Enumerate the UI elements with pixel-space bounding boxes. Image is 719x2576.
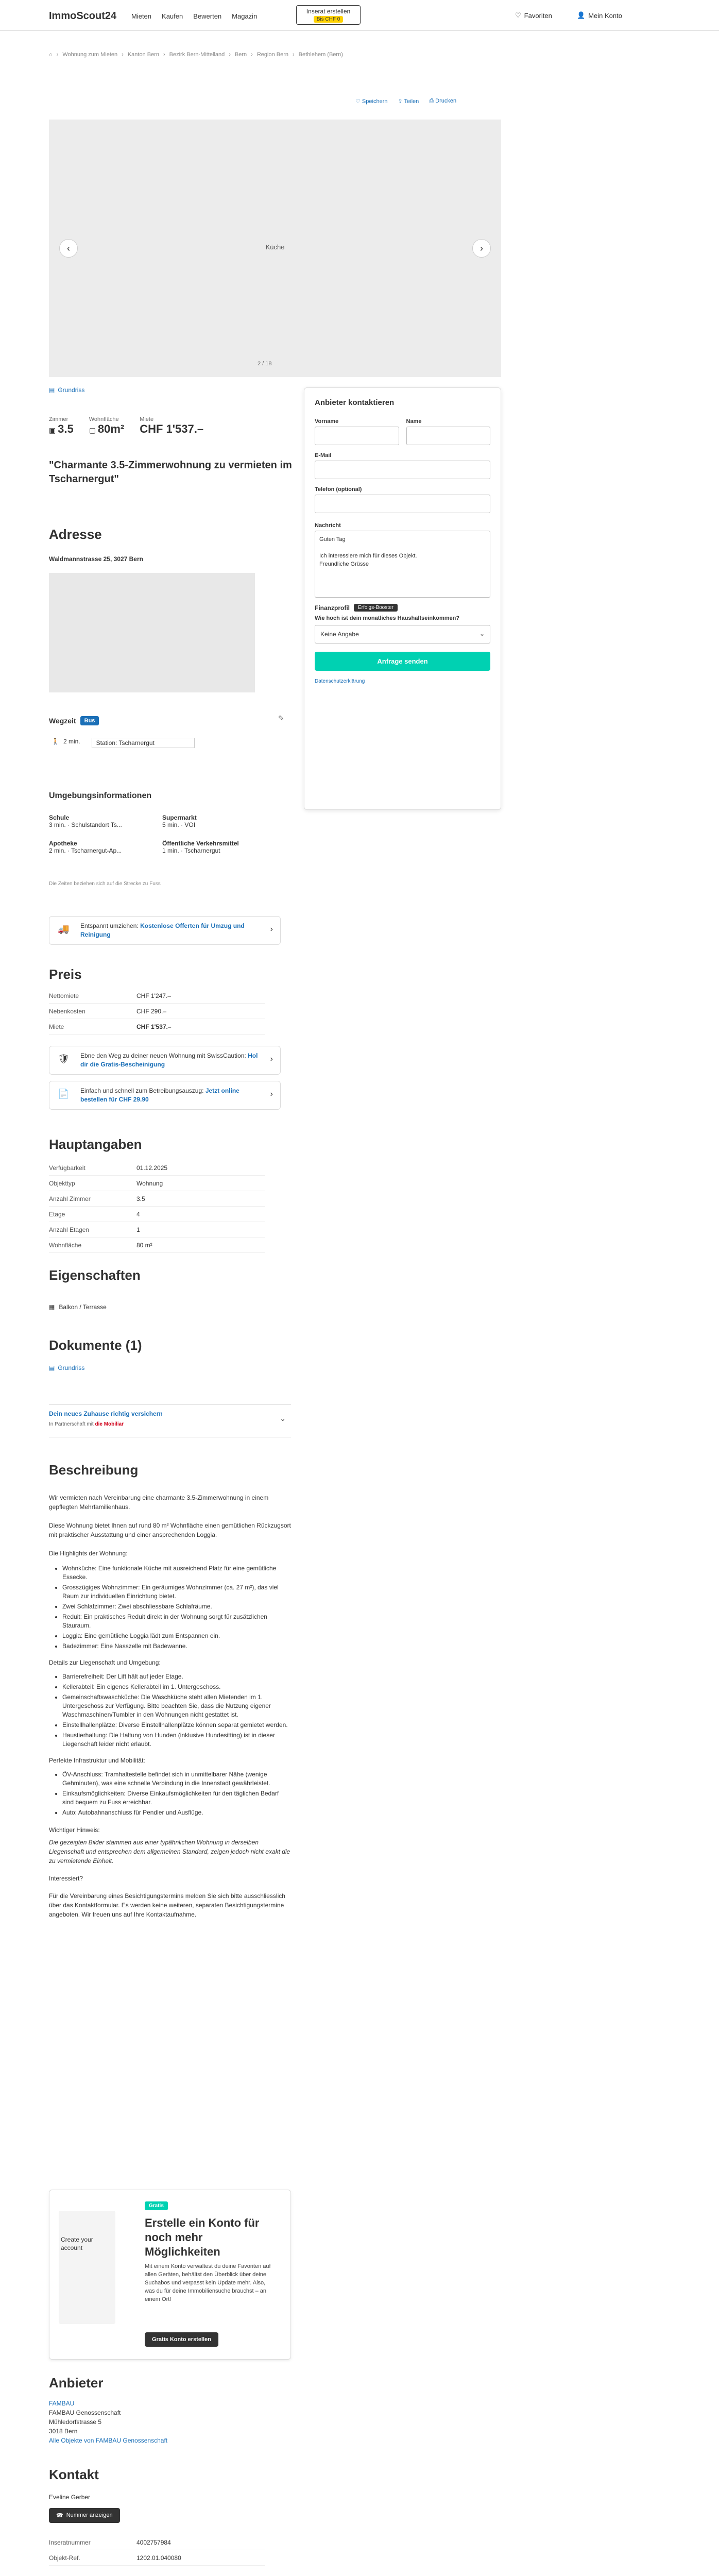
insurance-partner-row bbox=[49, 1421, 291, 1427]
account-promo-image bbox=[59, 2211, 115, 2324]
table-row bbox=[49, 2535, 265, 2550]
share-label: Teilen bbox=[404, 98, 419, 105]
surrounding-detail: 3 min. · Schulstandort Ts... bbox=[49, 821, 122, 828]
table-row bbox=[49, 1207, 265, 1222]
advertiser-link[interactable]: FAMBAU bbox=[49, 2400, 75, 2407]
insurance-promo[interactable] bbox=[49, 1404, 291, 1437]
surrounding-detail: 5 min. · VOI bbox=[162, 821, 196, 828]
surrounding-time: 5 min. bbox=[162, 821, 179, 828]
area-fact bbox=[89, 416, 124, 436]
list-item: • Badezimmer: Eine Nasszelle mit Badewanne. bbox=[62, 1642, 291, 1651]
surrounding-label: Öffentliche Verkehrsmittel bbox=[162, 840, 239, 847]
list-item: • Zwei Schlafzimmer: Zwei abschliessbare Schlafräume. bbox=[62, 1602, 291, 1611]
booster-badge: Erfolgs-Booster bbox=[354, 604, 398, 612]
message-label: Nachricht bbox=[315, 522, 341, 529]
message-field[interactable]: Guten Tag Ich interessiere mich für dieses Objekt. Freundliche Grüsse bbox=[315, 531, 490, 598]
table-row bbox=[49, 2550, 265, 2566]
account-promo bbox=[49, 2190, 291, 2360]
finance-label: Finanzprofil bbox=[315, 604, 350, 612]
account-label: Mein Konto bbox=[588, 11, 622, 20]
last-name-group bbox=[406, 418, 491, 445]
gallery-next-button[interactable] bbox=[472, 239, 491, 258]
list-item: • ÖV-Anschluss: Tramhaltestelle befindet sich in unmittelbarer Nähe (wenige Gehminuten), was eine schnelle Verbindung in die Innenstadt gewährleistet. bbox=[62, 1770, 291, 1788]
rooms-label: Zimmer bbox=[49, 416, 69, 422]
details-heading: Details zur Liegenschaft und Umgebung: bbox=[49, 1659, 161, 1666]
details-list bbox=[49, 1672, 291, 1749]
credit-promo-link[interactable]: Jetzt online bestellen für CHF 29.90 bbox=[80, 1087, 239, 1103]
row-value: 3.5 bbox=[136, 1195, 145, 1202]
moving-promo[interactable] bbox=[49, 916, 281, 945]
gallery-counter: 2 / 18 bbox=[258, 361, 272, 367]
create-listing-button[interactable] bbox=[296, 5, 361, 25]
free-badge: Gratis bbox=[145, 2201, 168, 2210]
balcony-icon: ▦ bbox=[49, 1303, 55, 1311]
description-body bbox=[49, 1493, 291, 1919]
area-value: 80m² bbox=[97, 422, 125, 435]
home-icon[interactable]: ⌂ bbox=[49, 52, 53, 58]
first-name-field[interactable] bbox=[315, 427, 399, 445]
email-field[interactable] bbox=[315, 461, 490, 479]
deposit-promo-link[interactable]: Hol dir die Gratis-Bescheinigung bbox=[80, 1052, 258, 1068]
email-label: E-Mail bbox=[315, 452, 332, 459]
area-icon: ▢ bbox=[89, 426, 98, 434]
document-icon: ▤ bbox=[49, 1364, 55, 1371]
last-name-label: Name bbox=[406, 418, 422, 425]
credit-promo[interactable] bbox=[49, 1081, 281, 1110]
save-label: Speichern bbox=[362, 98, 388, 105]
table-row bbox=[49, 1222, 265, 1238]
route-time-value: 2 min. bbox=[63, 738, 80, 745]
chevron-down-icon: ⌄ bbox=[280, 1414, 286, 1422]
row-value: Wohnung bbox=[136, 1179, 163, 1187]
route-label-text: Wegzeit bbox=[49, 717, 76, 725]
show-number-button[interactable] bbox=[49, 2508, 120, 2523]
surroundings-heading: Umgebungsinformationen bbox=[49, 791, 152, 800]
contact-form-heading: Anbieter kontaktieren bbox=[315, 398, 395, 407]
account-promo-left-text: Create your account bbox=[61, 2236, 93, 2251]
infra-heading: Perfekte Infrastruktur und Mobilität: bbox=[49, 1757, 145, 1764]
listing-actions bbox=[355, 98, 456, 105]
documents-heading: Dokumente (1) bbox=[49, 1337, 142, 1353]
income-select[interactable] bbox=[315, 625, 490, 643]
first-name-group bbox=[315, 418, 399, 445]
legal-text bbox=[315, 678, 490, 735]
mode-badge[interactable]: Bus bbox=[80, 716, 99, 725]
account-promo-body: Mit einem Konto verwaltest du deine Favoriten auf allen Geräten, behältst den Überblick über deine Suchabos und verpasst kein Update mehr. Also, was du für deine Immobiliensuche brauchst – an einem Ort! bbox=[145, 2263, 271, 2302]
area-label: Wohnfläche bbox=[89, 416, 119, 422]
document-link[interactable] bbox=[49, 1364, 84, 1371]
surrounding-name: Tscharnergut-Ap... bbox=[71, 847, 122, 854]
account-link[interactable] bbox=[577, 11, 622, 20]
chevron-down-icon: ⌄ bbox=[479, 630, 485, 637]
user-icon: 👤 bbox=[577, 11, 586, 19]
phone-label: Telefon (optional) bbox=[315, 486, 362, 493]
privacy-link[interactable]: Datenschutzerklärung bbox=[315, 679, 365, 684]
nav-kaufen[interactable]: Kaufen bbox=[162, 12, 183, 20]
document-check-icon: 📄 bbox=[58, 1089, 70, 1099]
price-value: CHF 1'537.– bbox=[140, 422, 204, 435]
name-row bbox=[315, 418, 490, 445]
list-item: • Wohnküche: Eine funktionale Küche mit ausreichend Platz für eine gemütliche Essecke. bbox=[62, 1564, 291, 1582]
breadcrumb-item[interactable]: Wohnung zum Mieten bbox=[62, 52, 118, 58]
rooms-value-row bbox=[49, 422, 74, 436]
note-text: Die gezeigten Bilder stammen aus einer typähnlichen Wohnung in derselben Liegenschaft und entsprechen dem allgemeinen Standard, zeigen jedoch nicht exakt die zu vermietende Einheit. bbox=[49, 1839, 290, 1865]
document-icon: ▤ bbox=[49, 386, 55, 394]
favorites-label: Favoriten bbox=[524, 11, 552, 20]
row-value: 01.12.2025 bbox=[136, 1164, 168, 1172]
surrounding-label: Schule bbox=[49, 814, 70, 821]
surrounding-time: 1 min. bbox=[162, 847, 179, 854]
moving-promo-link[interactable]: Kostenlose Offerten für Umzug und Reinigung bbox=[80, 922, 245, 938]
row-key: Nebenkosten bbox=[49, 1007, 85, 1015]
surrounding-item bbox=[162, 840, 276, 854]
list-item: • Haustierhaltung: Die Haltung von Hunden (inklusive Hundesitting) ist in dieser Liegenschaft leider nicht erlaubt. bbox=[62, 1731, 291, 1749]
create-listing-badge: Bis CHF 0 bbox=[314, 16, 344, 23]
phone-field[interactable] bbox=[315, 495, 490, 513]
price-fact bbox=[140, 416, 203, 436]
map[interactable] bbox=[49, 573, 255, 692]
print-button[interactable]: ⎙ Drucken bbox=[429, 98, 457, 104]
surroundings-grid bbox=[49, 814, 276, 854]
advertiser-street: Mühledorfstrasse 5 bbox=[49, 2418, 102, 2426]
interest-heading: Interessiert? bbox=[49, 1875, 83, 1882]
rooms-icon: ▣ bbox=[49, 426, 58, 434]
reference-table bbox=[49, 2535, 265, 2566]
advertiser-heading: Anbieter bbox=[49, 2375, 104, 2391]
gallery-prev-button[interactable] bbox=[59, 239, 78, 258]
surrounding-name: Schulstandort Ts... bbox=[71, 821, 122, 828]
shield-icon: 🛡 bbox=[58, 1054, 70, 1064]
nav-magazin[interactable]: Magazin bbox=[232, 12, 258, 20]
breadcrumb-item[interactable]: Bethlehem (Bern) bbox=[298, 52, 343, 58]
account-promo-title: Erstelle ein Konto für noch mehr Möglichkeiten bbox=[145, 2216, 260, 2258]
insurance-partner-text: In Partnerschaft mit bbox=[49, 1421, 94, 1427]
main-data-table bbox=[49, 1160, 265, 1253]
note-heading: Wichtiger Hinweis: bbox=[49, 1826, 100, 1834]
mobiliar-logo: die Mobiliar bbox=[95, 1421, 124, 1427]
breadcrumb: ⌂ › Wohnung zum Mieten › Kanton Bern › Bezirk Bern-Mittelland › Bern › Region Bern › Bethlehem (Bern) bbox=[49, 52, 343, 58]
surrounding-item bbox=[162, 814, 276, 828]
moving-promo-text: Entspannt umziehen: bbox=[80, 922, 139, 929]
list-item: • Auto: Autobahnanschluss für Pendler und Ausflüge. bbox=[62, 1808, 291, 1817]
surrounding-detail: 1 min. · Tscharnergut bbox=[162, 847, 220, 854]
list-item: • Gemeinschaftswaschküche: Die Waschküche steht allen Mietenden im 1. Untergeschoss zur Verfügung. Bitte beachten Sie, dass die Nutzung eigener Waschmaschinen/Tumbler in den Wohnungen nicht gestattet ist. bbox=[62, 1693, 291, 1719]
list-item: • Reduit: Ein praktisches Reduit direkt in der Wohnung sorgt für zusätzlichen Stauraum. bbox=[62, 1613, 291, 1630]
row-value: 80 m² bbox=[136, 1241, 152, 1249]
description-paragraph: Diese Wohnung bietet Ihnen auf rund 80 m² Wohnfläche einen gemütlichen Rückzugsort mit praktischer Ausstattung und einer ansprechenden Loggia. bbox=[49, 1522, 291, 1538]
image-gallery[interactable] bbox=[49, 120, 501, 377]
infra-list bbox=[49, 1770, 291, 1817]
breadcrumb-item[interactable]: Kanton Bern bbox=[127, 52, 159, 58]
nav-mieten[interactable]: Mieten bbox=[131, 12, 152, 20]
price-heading: Preis bbox=[49, 967, 82, 982]
row-key: Wohnfläche bbox=[49, 1241, 82, 1249]
row-key: Objekt-Ref. bbox=[49, 2554, 80, 2562]
description-intro: Wir vermieten nach Vereinbarung eine charmante 3.5-Zimmerwohnung in einem gepflegten Mehrfamilienhaus. bbox=[49, 1494, 269, 1511]
surrounding-label: Supermarkt bbox=[162, 814, 197, 821]
chevron-right-icon: › bbox=[480, 243, 483, 253]
heart-icon: ♡ bbox=[515, 11, 521, 19]
list-item: • Einkaufsmöglichkeiten: Diverse Einkaufsmöglichkeiten für den täglichen Bedarf sind bequem zu Fuss erreichbar. bbox=[62, 1789, 291, 1807]
row-key: Objekttyp bbox=[49, 1179, 75, 1187]
chevron-right-icon: › bbox=[270, 1090, 273, 1098]
row-value: 1 bbox=[136, 1226, 140, 1233]
main-nav bbox=[131, 12, 257, 20]
row-key: Nettomiete bbox=[49, 992, 79, 999]
row-key: Inseratnummer bbox=[49, 2538, 91, 2546]
address-line: Waldmannstrasse 25, 3027 Bern bbox=[49, 555, 143, 563]
row-key: Anzahl Etagen bbox=[49, 1226, 90, 1233]
document-label: Grundriss bbox=[58, 1364, 85, 1371]
logo[interactable]: ImmoScout24 bbox=[49, 10, 117, 22]
floorplan-link[interactable] bbox=[49, 386, 84, 394]
chevron-right-icon: › bbox=[270, 1055, 273, 1063]
row-value: CHF 1'537.– bbox=[136, 1023, 172, 1030]
advertiser-info bbox=[49, 2399, 167, 2445]
surrounding-time: 3 min. bbox=[49, 821, 66, 828]
all-listings-link[interactable]: Alle Objekte von FAMBAU Genossenschaft bbox=[49, 2437, 168, 2444]
main-data-heading: Hauptangaben bbox=[49, 1137, 142, 1152]
truck-icon: 🚚 bbox=[58, 924, 70, 934]
create-listing-label: Inserat erstellen bbox=[306, 8, 351, 15]
list-item: • Einstellhallenplätze: Diverse Einstellhallenplätze können separat gemietet werden. bbox=[62, 1721, 291, 1730]
row-value: CHF 1'247.– bbox=[136, 992, 171, 999]
advertiser-city: 3018 Bern bbox=[49, 2428, 78, 2435]
last-name-field[interactable] bbox=[406, 427, 491, 445]
gallery-image-label: Küche bbox=[265, 243, 285, 251]
header bbox=[0, 0, 719, 31]
income-label: Wie hoch ist dein monatliches Haushaltseinkommen? bbox=[315, 615, 460, 621]
surrounding-name: VOI bbox=[184, 821, 196, 828]
edit-route-icon[interactable]: ✎ bbox=[278, 714, 284, 722]
submit-button[interactable]: Anfrage senden bbox=[315, 652, 490, 671]
row-key: Etage bbox=[49, 1210, 65, 1218]
features-heading: Eigenschaften bbox=[49, 1267, 141, 1283]
table-row bbox=[49, 1238, 265, 1253]
table-row bbox=[49, 1019, 265, 1035]
contact-person: Eveline Gerber bbox=[49, 2494, 91, 2501]
rooms-value: 3.5 bbox=[58, 422, 74, 435]
list-item: • Grosszügiges Wohnzimmer: Ein geräumiges Wohnzimmer (ca. 27 m²), das viel Raum zur individuellen Einrichtung bietet. bbox=[62, 1583, 291, 1601]
first-name-label: Vorname bbox=[315, 418, 339, 425]
highlights-heading: Die Highlights der Wohnung: bbox=[49, 1550, 128, 1557]
price-table bbox=[49, 988, 265, 1035]
insurance-link[interactable]: Dein neues Zuhause richtig versichern bbox=[49, 1410, 163, 1417]
row-value: 1202.01.040080 bbox=[136, 2554, 181, 2562]
nav-bewerten[interactable]: Bewerten bbox=[193, 12, 222, 20]
favorites-link[interactable] bbox=[515, 11, 552, 20]
row-key: Verfügbarkeit bbox=[49, 1164, 85, 1172]
surrounding-detail: 2 min. · Tscharnergut-Ap... bbox=[49, 847, 122, 854]
breadcrumb-item[interactable]: Bern bbox=[234, 52, 247, 58]
save-button[interactable]: ♡ Speichern bbox=[355, 98, 388, 105]
surrounding-item bbox=[49, 840, 162, 854]
print-label: Drucken bbox=[435, 98, 457, 104]
feature-item bbox=[49, 1303, 107, 1311]
create-account-button[interactable]: Gratis Konto erstellen bbox=[145, 2332, 218, 2347]
row-value: 4002757984 bbox=[136, 2538, 171, 2546]
table-row bbox=[49, 1191, 265, 1207]
price-label: Miete bbox=[140, 416, 154, 422]
description-heading: Beschreibung bbox=[49, 1462, 139, 1478]
table-row bbox=[49, 988, 265, 1004]
breadcrumb-item[interactable]: Region Bern bbox=[256, 52, 288, 58]
advertiser-name: FAMBAU Genossenschaft bbox=[49, 2409, 121, 2416]
table-row bbox=[49, 1160, 265, 1176]
surrounding-name: Tscharnergut bbox=[184, 847, 220, 854]
deposit-promo[interactable] bbox=[49, 1046, 281, 1075]
breadcrumb-item[interactable]: Bezirk Bern-Mittelland bbox=[169, 52, 225, 58]
surrounding-label: Apotheke bbox=[49, 840, 77, 847]
walk-icon: 🚶 bbox=[52, 738, 59, 745]
area-value-row bbox=[89, 422, 124, 436]
feature-label: Balkon / Terrasse bbox=[59, 1303, 107, 1311]
interest-text: Für die Vereinbarung eines Besichtigungstermins melden Sie sich bitte ausschliesslich über das Kontaktformular. Es werden keine weiteren, separaten Besichtigungstermine angeboten. Wir freuen uns auf Ihre Kontaktaufnahme. bbox=[49, 1892, 285, 1918]
contact-heading: Kontakt bbox=[49, 2467, 99, 2482]
row-key: Miete bbox=[49, 1023, 64, 1030]
address-heading: Adresse bbox=[49, 527, 102, 542]
phone-icon: ☎ bbox=[56, 2513, 63, 2519]
list-item: • Barrierefreiheit: Der Lift hält auf jeder Etage. bbox=[62, 1672, 291, 1681]
surrounding-time: 2 min. bbox=[49, 847, 66, 854]
floorplan-label: Grundriss bbox=[58, 386, 85, 394]
route-label bbox=[49, 716, 99, 725]
list-item: • Kellerabteil: Ein eigenes Kellerabteil im 1. Untergeschoss. bbox=[62, 1683, 291, 1691]
route-stop-field[interactable]: Station: Tscharnergut bbox=[92, 738, 195, 748]
finance-row bbox=[315, 604, 490, 612]
key-facts bbox=[49, 416, 203, 436]
deposit-promo-text: Ebne den Weg zu deiner neuen Wohnung mit SwissCaution: bbox=[80, 1052, 246, 1059]
listing-title: "Charmante 3.5-Zimmerwohnung zu vermieten im Tscharnergut" bbox=[49, 460, 292, 485]
route-time bbox=[52, 738, 195, 748]
list-item: • Loggia: Eine gemütliche Loggia lädt zum Entspannen ein. bbox=[62, 1632, 291, 1640]
rooms-fact bbox=[49, 416, 74, 436]
contact-form bbox=[304, 387, 501, 810]
table-row bbox=[49, 1176, 265, 1191]
row-value: CHF 290.– bbox=[136, 1007, 167, 1015]
surrounding-item bbox=[49, 814, 162, 828]
income-value: Keine Angabe bbox=[320, 631, 359, 638]
highlights-list bbox=[49, 1564, 291, 1651]
surroundings-note: Die Zeiten beziehen sich auf die Strecke zu Fuss bbox=[49, 881, 161, 887]
row-key: Anzahl Zimmer bbox=[49, 1195, 91, 1202]
table-row bbox=[49, 1004, 265, 1019]
credit-promo-text: Einfach und schnell zum Betreibungsauszug: bbox=[80, 1087, 204, 1094]
row-value: 4 bbox=[136, 1210, 140, 1218]
share-button[interactable]: ⇪ Teilen bbox=[398, 98, 419, 105]
show-number-label: Nummer anzeigen bbox=[66, 2512, 113, 2518]
chevron-right-icon: › bbox=[270, 925, 273, 934]
chevron-left-icon: ‹ bbox=[67, 243, 70, 253]
